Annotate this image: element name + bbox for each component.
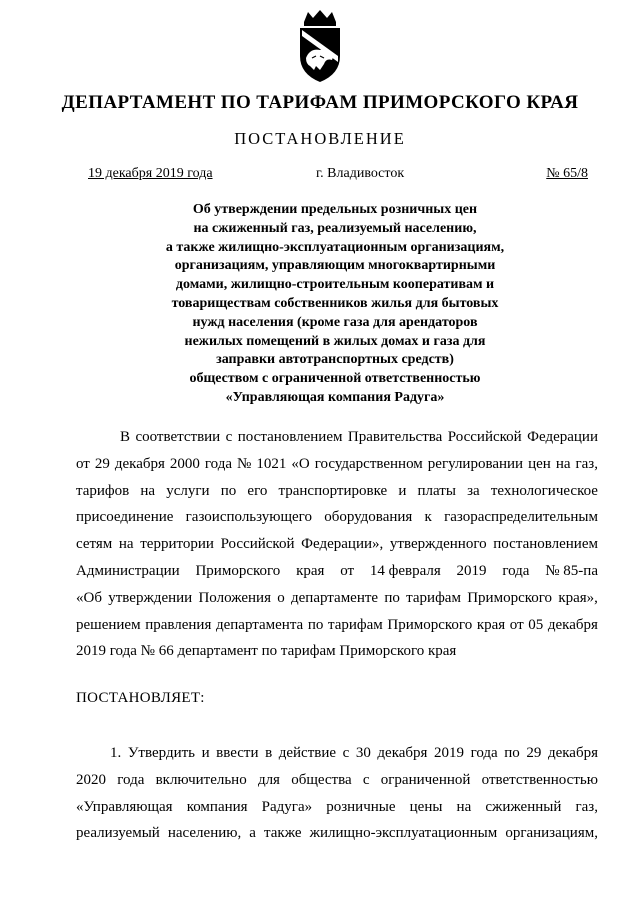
word: утверждении (108, 589, 193, 606)
word: № 85-па (545, 562, 598, 579)
word: регулировании (427, 455, 524, 472)
word: от (509, 616, 524, 633)
word: Утвердить (127, 745, 195, 761)
word: транспортировке (278, 482, 388, 499)
word: Радуга» (261, 798, 313, 815)
word: 14 февраля (369, 562, 441, 579)
document-number: № 65/8 (546, 166, 588, 181)
word: действие (278, 745, 337, 761)
word: Федерации (527, 429, 598, 445)
word: общества (291, 771, 352, 788)
word: В (120, 429, 131, 445)
department-title: ДЕПАРТАМЕНТ ПО ТАРИФАМ ПРИМОРСКОГО КРАЯ (61, 92, 579, 113)
text-line (76, 504, 598, 531)
decree-heading: ПОСТАНОВЛЯЕТ: (76, 690, 205, 706)
text-line (76, 767, 598, 794)
word: присоединение (76, 509, 174, 526)
word: края (476, 616, 506, 633)
word: Российской (447, 429, 522, 445)
text-line (76, 531, 598, 558)
subject-line: «Управляющая компания Радуга» (225, 389, 445, 405)
word: Правительства (347, 429, 443, 445)
subject-line: обществом с ограниченной ответственностью (189, 371, 481, 387)
word: территории (140, 536, 214, 553)
word: и (201, 745, 210, 761)
word: организациям, (505, 825, 598, 842)
text-line (76, 794, 598, 821)
word: услуги (166, 482, 210, 499)
word: также (264, 825, 302, 842)
word: с (362, 771, 370, 788)
subject-line: нежилых помещений в жилых домах и газа для (184, 333, 486, 349)
subject-line: Об утверждении предельных розничных цен (192, 202, 478, 217)
word: по (504, 745, 520, 761)
word: платы (417, 482, 456, 499)
word: с (342, 745, 350, 761)
word: 1021 (256, 455, 287, 472)
word: по (220, 482, 237, 499)
word: цены (409, 798, 443, 815)
word: жилищно-эксплуатационным (309, 825, 498, 842)
word: с (225, 429, 233, 445)
word: ввести (216, 745, 259, 761)
word: на (456, 798, 472, 815)
word: в (265, 745, 273, 761)
word: сетям (76, 536, 113, 553)
document-type: ПОСТАНОВЛЕНИЕ (234, 129, 406, 148)
word: тарифам (327, 616, 383, 633)
word: департамента (215, 616, 304, 633)
word: на (555, 455, 571, 472)
word: технологическое (490, 482, 598, 499)
word: 29 (94, 455, 110, 472)
word: 2019 (434, 745, 465, 761)
word: Приморского (467, 589, 553, 606)
word: Российской (220, 536, 295, 553)
word: оборудования (324, 509, 413, 526)
word: для (257, 771, 280, 788)
text-line (76, 558, 598, 585)
document-city: г. Владивосток (316, 166, 405, 181)
text-line (76, 451, 598, 478)
word: газ, (575, 455, 598, 472)
word: на (118, 536, 134, 553)
document-meta (88, 166, 588, 184)
word: к (424, 509, 432, 526)
subject-line: нужд населения (кроме газа для арендаторов (192, 314, 478, 330)
word: его (247, 482, 268, 499)
word: газ, (575, 798, 598, 815)
word: декабря (547, 616, 598, 633)
word: года (502, 562, 530, 579)
word: Федерации», (301, 536, 384, 553)
word: 05 (528, 616, 544, 633)
word: Приморского (195, 562, 281, 579)
word: «О (291, 455, 310, 472)
word: декабря (114, 455, 165, 472)
word: утвержденного (389, 536, 487, 553)
word: тарифам (406, 589, 461, 606)
word: Положения (198, 589, 271, 606)
subject-line: заправки автотранспортных средств) (216, 352, 454, 368)
text-line (76, 612, 598, 639)
word: года (117, 771, 145, 788)
word: от (76, 455, 90, 472)
word: года (204, 455, 233, 472)
word: ограниченной (380, 771, 471, 788)
word: 1. (110, 745, 122, 761)
word: 2000 (169, 455, 200, 472)
preamble-paragraph (76, 424, 598, 665)
word: декабря (547, 745, 598, 761)
word: 2020 (76, 771, 106, 788)
item-1-paragraph (76, 740, 598, 847)
text-line (76, 820, 598, 847)
word: 2019 года № 66 департамент по тарифам Приморского края (76, 643, 457, 660)
subject-line: организациям, управляющим многоквартирными (174, 258, 496, 274)
text-line (76, 740, 598, 767)
word: декабря (377, 745, 428, 761)
text-line (76, 638, 598, 665)
word: о (277, 589, 285, 606)
word: 2019 (456, 562, 487, 579)
subject-line: домами, жилищно-строительным кооперативам и (175, 277, 495, 293)
subject-line: а также жилищно-эксплуатационным организациям, (165, 239, 505, 255)
text-line (76, 478, 598, 505)
word: года (470, 745, 498, 761)
word: края (296, 562, 325, 579)
word: на (140, 482, 156, 499)
word: постановлением (493, 536, 598, 553)
word: 29 (526, 745, 542, 761)
word: розничные (326, 798, 396, 815)
word: постановлением (237, 429, 343, 445)
word: за (467, 482, 480, 499)
word: «Управляющая (76, 798, 173, 815)
word: решением (76, 616, 141, 633)
word: а (249, 825, 256, 842)
word: края», (558, 589, 598, 606)
word: 30 (355, 745, 371, 761)
word: «Об (76, 589, 102, 606)
text-line (76, 424, 598, 451)
word: газораспределительным (444, 509, 598, 526)
word: государственном (314, 455, 423, 472)
word: Администрации (76, 562, 180, 579)
word: компания (186, 798, 248, 815)
word: тарифов (76, 482, 130, 499)
word: департаменте (291, 589, 379, 606)
coat-of-arms-icon (294, 8, 346, 84)
word: населению, (167, 825, 242, 842)
text-line (76, 585, 598, 612)
word: цен (528, 455, 551, 472)
word: от (340, 562, 355, 579)
document-subject (120, 201, 550, 408)
word: ответственностью (481, 771, 598, 788)
word: Приморского (387, 616, 473, 633)
word: и (398, 482, 407, 499)
subject-line: на сжиженный газ, реализуемый населению, (193, 220, 477, 236)
word: № (237, 455, 252, 472)
word: сжиженный (485, 798, 562, 815)
subject-line: товариществам собственников жилья для бытовых (171, 295, 499, 311)
word: включительно (155, 771, 247, 788)
word: по (384, 589, 400, 606)
document-date: 19 декабря 2019 года (88, 166, 213, 181)
word: правления (145, 616, 212, 633)
word: соответствии (135, 429, 221, 445)
word: газоиспользующего (185, 509, 312, 526)
word: реализуемый (76, 825, 160, 842)
word: по (307, 616, 324, 633)
